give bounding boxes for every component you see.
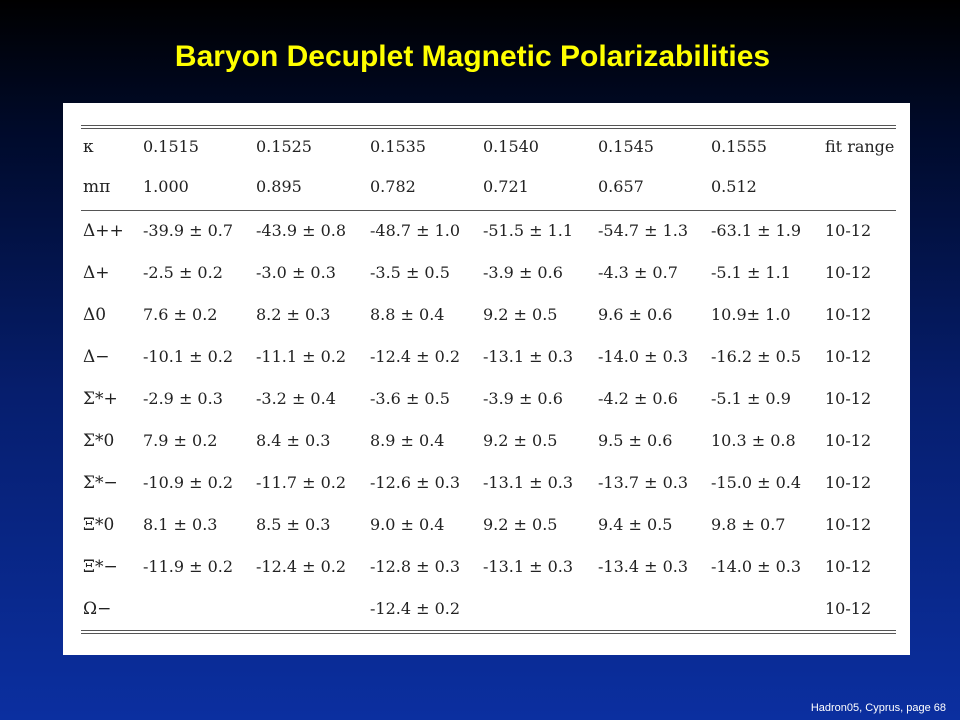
table-cell: -4.3 ± 0.7 [598, 263, 678, 282]
table-top-rule-2 [81, 128, 896, 129]
table-cell: -10.1 ± 0.2 [143, 347, 234, 366]
fit-range-header: fit range [825, 137, 895, 156]
table-cell: 9.4 ± 0.5 [598, 515, 673, 534]
table-cell: -43.9 ± 0.8 [256, 221, 347, 240]
table-cell: -12.4 ± 0.2 [370, 347, 461, 366]
table-cell: -13.1 ± 0.3 [483, 347, 574, 366]
table-cell: -51.5 ± 1.1 [483, 221, 574, 240]
table-cell: -12.8 ± 0.3 [370, 557, 461, 576]
table-cell: -16.2 ± 0.5 [711, 347, 802, 366]
fit-range-cell: 10-12 [825, 221, 872, 240]
fit-range-cell: 10-12 [825, 347, 872, 366]
table-cell: -54.7 ± 1.3 [598, 221, 689, 240]
table-row [81, 552, 896, 582]
fit-range-cell: 10-12 [825, 431, 872, 450]
table-cell: -12.4 ± 0.2 [370, 599, 461, 618]
table-row [81, 384, 896, 414]
table-cell: 0.1555 [711, 137, 767, 156]
table-cell: 0.895 [256, 177, 302, 196]
table-cell: 0.782 [370, 177, 416, 196]
table-cell: 0.1535 [370, 137, 426, 156]
table-row [81, 216, 896, 246]
row-label: mπ [83, 177, 111, 197]
table-cell: 9.2 ± 0.5 [483, 305, 558, 324]
row-label: Σ*+ [83, 389, 118, 409]
table-cell: -13.1 ± 0.3 [483, 557, 574, 576]
table-cell: -12.6 ± 0.3 [370, 473, 461, 492]
table-row [81, 300, 896, 330]
table-cell: -2.5 ± 0.2 [143, 263, 223, 282]
table-cell: 0.657 [598, 177, 644, 196]
row-label: Δ++ [83, 221, 124, 241]
table-cell: 0.1545 [598, 137, 654, 156]
table-cell: -5.1 ± 1.1 [711, 263, 791, 282]
row-label: Σ*− [83, 473, 118, 493]
table-cell: -3.9 ± 0.6 [483, 263, 563, 282]
table-cell: -3.9 ± 0.6 [483, 389, 563, 408]
table-cell: 0.512 [711, 177, 757, 196]
table-cell: -3.5 ± 0.5 [370, 263, 450, 282]
row-label: Ξ*0 [83, 515, 115, 535]
table-cell: 8.8 ± 0.4 [370, 305, 445, 324]
table-cell: 9.0 ± 0.4 [370, 515, 445, 534]
table-cell: -10.9 ± 0.2 [143, 473, 234, 492]
polarizability-table [63, 103, 910, 655]
table-cell: 0.1525 [256, 137, 312, 156]
table-header-row-mpi [81, 172, 896, 202]
fit-range-cell: 10-12 [825, 599, 872, 618]
table-cell: -39.9 ± 0.7 [143, 221, 234, 240]
table-cell: 9.6 ± 0.6 [598, 305, 673, 324]
table-cell: -5.1 ± 0.9 [711, 389, 791, 408]
table-cell: 8.1 ± 0.3 [143, 515, 218, 534]
table-cell: 9.5 ± 0.6 [598, 431, 673, 450]
table-cell: 9.2 ± 0.5 [483, 515, 558, 534]
table-cell: -3.6 ± 0.5 [370, 389, 450, 408]
slide-footer: Hadron05, Cyprus, page 68 [810, 702, 946, 714]
table-cell: -14.0 ± 0.3 [598, 347, 689, 366]
table-cell: -14.0 ± 0.3 [711, 557, 802, 576]
table-cell: 10.9± 1.0 [711, 305, 791, 324]
table-bottom-rule [81, 630, 896, 631]
row-label: Σ*0 [83, 431, 115, 451]
row-label: κ [83, 137, 94, 157]
table-row [81, 510, 896, 540]
fit-range-cell: 10-12 [825, 305, 872, 324]
row-label: Ξ*− [83, 557, 118, 577]
table-cell: -3.0 ± 0.3 [256, 263, 336, 282]
table-row [81, 594, 896, 624]
fit-range-cell: 10-12 [825, 473, 872, 492]
table-cell: 0.1540 [483, 137, 539, 156]
table-row [81, 468, 896, 498]
table-cell: 9.2 ± 0.5 [483, 431, 558, 450]
table-cell: -4.2 ± 0.6 [598, 389, 678, 408]
table-bottom-rule-2 [81, 633, 896, 634]
table-cell: 0.1515 [143, 137, 199, 156]
table-cell: 8.5 ± 0.3 [256, 515, 331, 534]
table-row [81, 426, 896, 456]
row-label: Ω− [83, 599, 112, 619]
row-label: Δ+ [83, 263, 110, 283]
table-cell: -13.4 ± 0.3 [598, 557, 689, 576]
table-cell: 7.9 ± 0.2 [143, 431, 218, 450]
table-cell: 7.6 ± 0.2 [143, 305, 218, 324]
table-cell: 1.000 [143, 177, 189, 196]
table-cell: -11.9 ± 0.2 [143, 557, 234, 576]
row-label: Δ− [83, 347, 110, 367]
table-header-rule [81, 210, 896, 211]
fit-range-cell: 10-12 [825, 515, 872, 534]
slide-title: Baryon Decuplet Magnetic Polarizabilities [174, 40, 771, 73]
table-cell: -11.7 ± 0.2 [256, 473, 347, 492]
table-cell: 8.2 ± 0.3 [256, 305, 331, 324]
table-cell: -48.7 ± 1.0 [370, 221, 461, 240]
table-cell: -13.7 ± 0.3 [598, 473, 689, 492]
table-cell: 10.3 ± 0.8 [711, 431, 796, 450]
fit-range-cell: 10-12 [825, 389, 872, 408]
row-label: Δ0 [83, 305, 107, 325]
table-cell: -3.2 ± 0.4 [256, 389, 336, 408]
table-cell: -11.1 ± 0.2 [256, 347, 347, 366]
table-row [81, 342, 896, 372]
table-cell: -2.9 ± 0.3 [143, 389, 223, 408]
table-cell: -15.0 ± 0.4 [711, 473, 802, 492]
fit-range-cell: 10-12 [825, 557, 872, 576]
fit-range-cell: 10-12 [825, 263, 872, 282]
table-cell: 9.8 ± 0.7 [711, 515, 786, 534]
table-cell: 8.4 ± 0.3 [256, 431, 331, 450]
table-cell: -63.1 ± 1.9 [711, 221, 802, 240]
table-row [81, 258, 896, 288]
table-cell: -13.1 ± 0.3 [483, 473, 574, 492]
table-header-row-kappa [81, 132, 896, 162]
table-top-rule [81, 125, 896, 126]
table-cell: 0.721 [483, 177, 529, 196]
table-cell: 8.9 ± 0.4 [370, 431, 445, 450]
table-cell: -12.4 ± 0.2 [256, 557, 347, 576]
